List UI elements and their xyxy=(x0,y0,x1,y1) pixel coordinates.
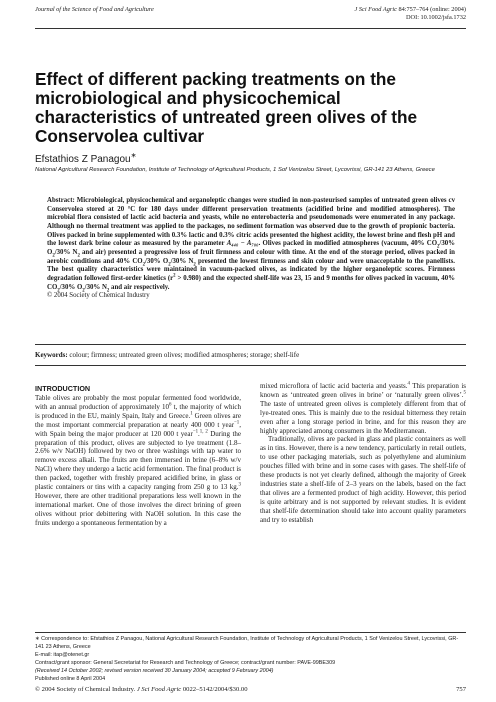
sub-2: 2 xyxy=(77,253,80,259)
citation-journal: J Sci Food Agric xyxy=(354,6,397,13)
sub-2: 2 xyxy=(106,287,110,293)
page-number: 757 xyxy=(456,686,466,693)
abstract-text-3: /30% O xyxy=(47,240,456,256)
abstract-text-2: . Olives packed in modified atmospheres (vacuum, 40% CO xyxy=(258,240,438,248)
abstract-text-10: /30% O xyxy=(59,283,83,291)
sub-2: 2 xyxy=(437,244,440,250)
footer-copyright: © 2004 Society of Chemical Industry. xyxy=(35,686,137,693)
abstract xyxy=(47,197,455,301)
abstract-text-7: /30% N xyxy=(170,257,194,265)
affiliation: National Agricultural Research Foundation, Institute of Technology of Agricultural Products, 1 Sof Venizelou Street, Lycovrissi, GR-141 23 Athens, Greece xyxy=(35,167,435,173)
sub-2: 2 xyxy=(193,261,196,267)
abstract-text-11: /30% N xyxy=(84,283,107,291)
keywords-text: colour; firmness; untreated green olives; modified atmospheres; storage; shelf-life xyxy=(69,351,300,359)
keywords-rule-bottom xyxy=(35,365,466,366)
keywords xyxy=(35,351,466,360)
sub-2: 2 xyxy=(52,253,55,259)
keywords-label: Keywords: xyxy=(35,351,68,359)
sub-2: 2 xyxy=(82,287,85,293)
article-page xyxy=(35,0,466,702)
correspondence-note: ∗ Correspondence to: Efstathios Z Panagou, National Agricultural Research Foundation, Institute of Technology of Agricultural Products, 1 Sof Venizelou Street, Lycovrissi, GR-141 23 Athens, Greece xyxy=(35,636,459,651)
received-note: (Received 14 October 2002; revised version received 30 January 2004; accepted 9 February 2004) xyxy=(35,668,274,675)
citation-block xyxy=(355,6,466,22)
column-right xyxy=(260,382,466,525)
page-footer xyxy=(35,685,466,694)
abstract-text-5: and air) presented a progressive loss of fruit firmness and colour with time. At the end of the storage period, olives packed in aerobic conditions and 40% CO xyxy=(47,248,455,265)
sup-2: 2 xyxy=(173,273,176,279)
article-title: Effect of different packing treatments on the microbiological and physicochemical characteristics of untreated green olives of the Conservolea cultivar xyxy=(35,69,418,146)
column-left xyxy=(35,384,241,528)
sub-2: 2 xyxy=(168,261,171,267)
sub-2: 2 xyxy=(57,287,60,293)
doi[interactable]: DOI: 10.1002/jsfa.1732 xyxy=(406,14,466,21)
intro-paragraph-2: Traditionally, olives are packed in glass and plastic containers as well as in tins. However, there is a new tendency, particularly in retail outlets, to use other packaging materials, such as polyethylene and aluminium pouches filled with brine and in some cases with gases. The shelf-life of these products is not yet clearly defined, although the majority of Greek industries state a shelf-life of 2–3 years on the labels, based on the fact that olives are a fermented product of high acidity. However, this period is quite arbitrary and is not supported by relevant studies. It is evident that shelf-life determination should take into account quality parameters and try to establish xyxy=(260,435,466,524)
abstract-text-1: Microbiological, physicochemical and organoleptic changes were studied in non-pasteurised samples of untreated green olives cv Conservolea stored at 20 °C for 180 days under different preservation treatments (acidified brine and modified atmospheres). The microbial flora consisted of lactic acid bacteria and yeasts, while no enterobacteria and pseudomonads were enumerated in any package. Although no thermal treatment was applied to the packages, no sediment formation was observed due to the growth of propionic bacteria. Olives packed in brine supplemented with 0.3% lactic and 0.3% citric acids presented the highest acidity, the lowest brine and flesh pH and the lowest dark brine colour as measured by the parameter xyxy=(47,197,456,248)
abstract-parameter: A₄₄₀ − A₇₀₀ xyxy=(226,240,259,248)
abstract-text-6: /30% O xyxy=(145,257,169,265)
citation-volume: 84:757–764 (online: 2004) xyxy=(396,6,466,13)
published-note: Published online 8 April 2004 xyxy=(35,676,106,683)
abstract-copyright: © 2004 Society of Chemical Industry xyxy=(47,292,150,300)
footer-journal: J Sci Food Agric xyxy=(136,686,182,693)
section-heading: INTRODUCTION xyxy=(35,384,91,393)
footnotes xyxy=(35,635,466,684)
author-line xyxy=(35,154,137,166)
intro-paragraph-1: Table olives are probably the most popular fermented food worldwide, with an annual production of approximately $10^6$ t, the majority of which is produced in the EU, mainly Spain, Italy and Greece.$^1$ Green olives are the most important commercial preparation at nearly 400 000 t year$^{-1}$, with Spain being the major producer at 120 000 t year$^{-1}$.$^{1, 2}$ During the preparation of this product, olives are subjected to lye treatment (1.8–2.6% w/v NaOH) followed by two or three washings with tap water to remove excess alkali. The fruits are then immersed in brine (6–8% w/v NaCl) where they undergo a lactic acid fermentation. The final product is then packed, together with freshly prepared acidified brine, in glass or plastic containers or tins with a capacity ranging from 250 g to 13 kg.$^3$ However, there are other traditional preparations less well known in the international market. One of those involves the direct brining of green olives without prior debittering with NaOH solution. In this case the fruits undergo a spontaneous fermentation by a xyxy=(35,394,241,527)
abstract-text-12: and air respectively. xyxy=(109,283,170,291)
abstract-text-4: /30% N xyxy=(54,248,78,256)
intro-paragraph-1-cont: mixed microflora of lactic acid bacteria and yeasts.$^4$ This preparation is known as ‘untreated green olives in brine’ or ‘naturally green olives’.$^5$ The taste of untreated green olives is completely different from that of lye-treated ones. This is mainly due to the residual bitterness they retain even after a long storage period in brine, and for this reason they are highly appreciated among consumers in the Mediterranean. xyxy=(260,381,466,435)
journal-name: Journal of the Science of Food and Agriculture xyxy=(35,6,154,13)
sub-2: 2 xyxy=(142,261,146,267)
footer-issn: 0022–5142/2004/$30.00 xyxy=(181,686,248,693)
abstract-text-8: presented the lowest firmness and skin colour and were unacceptable to the panellists. The best quality characteristics were maintained in vacuum-packed olives, as indicated by the higher organoleptic scores. Firmness degradation followed first-order kinetics (r xyxy=(47,257,456,282)
keywords-rule-top xyxy=(35,344,466,345)
email-note[interactable]: E-mail: itap@otenet.gr xyxy=(35,652,90,659)
abstract-text-9: > 0.980) and the expected shelf-life was 23, 15 and 9 months for olives packed in vacuum, 40% CO xyxy=(47,274,455,291)
abstract-label: Abstract: xyxy=(47,197,75,204)
grant-note: Contract/grant sponsor: General Secretariat for Research and Technology of Greece; contract/grant number: PAVE-99BE309 xyxy=(35,660,336,667)
author-mark: ∗ xyxy=(130,152,137,160)
author-name: Efstathios Z Panagou xyxy=(35,154,131,165)
header-rule xyxy=(35,28,466,29)
footnote-rule xyxy=(35,632,466,633)
